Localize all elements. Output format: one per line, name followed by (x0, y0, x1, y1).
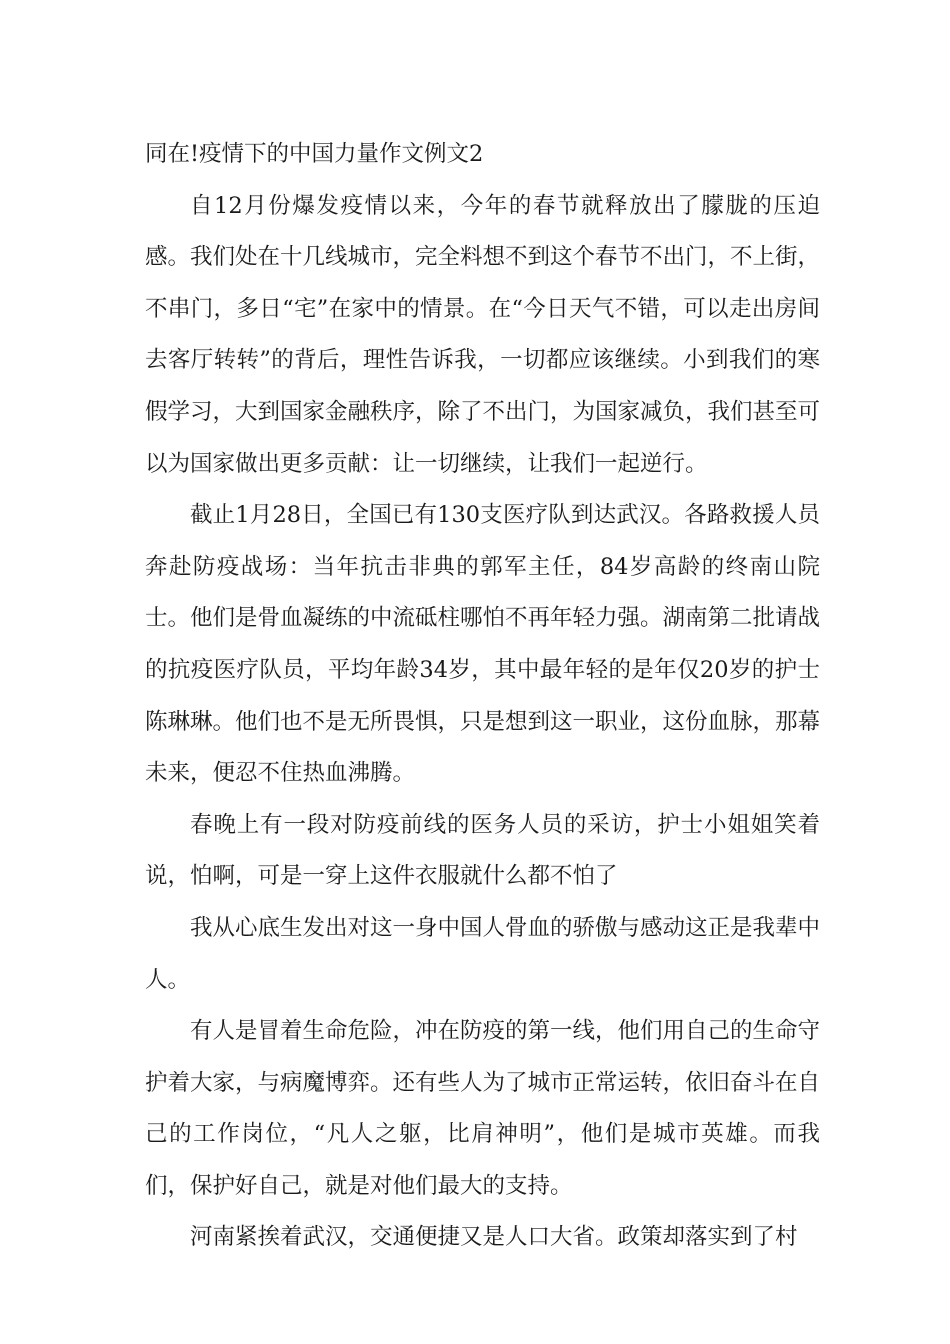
paragraph-1: 自12月份爆发疫情以来，今年的春节就释放出了朦胧的压迫感。我们处在十几线城市，完全料想不到这个春节不出门，不上街，不串门，多日“宅”在家中的情景。在“今日天气不错，可以走出房间去客厅转转”的背后，理性告诉我，一切都应该继续。小到我们的寒假学习，大到国家金融秩序，除了不出门，为国家减负，我们甚至可以为国家做出更多贡献：让一切继续，让我们一起逆行。 (145, 192, 821, 477)
paragraph-4: 我从心底生发出对这一身中国人骨血的骄傲与感动这正是我辈中人。 (145, 914, 821, 993)
paragraph-6: 河南紧挨着武汉，交通便捷又是人口大省。政策却落实到了村 (190, 1224, 798, 1251)
paragraph-2: 截止1月28日，全国已有130支医疗队到达武汉。各路救援人员奔赴防疫战场：当年抗击非典的郭军主任，84岁高龄的终南山院士。他们是骨血凝练的中流砥柱哪怕不再年轻力强。湖南第二批请战的抗疫医疗队员，平均年龄34岁，其中最年轻的是年仅20岁的护士陈琳琳。他们也不是无所畏惧，只是想到这一职业，这份血脉，那幕未来，便忍不住热血沸腾。 (145, 502, 821, 787)
paragraph-5: 有人是冒着生命危险，冲在防疫的第一线，他们用自己的生命守护着大家，与病魔博弈。还有些人为了城市正常运转，依旧奋斗在自己的工作岗位，“凡人之躯，比肩神明”，他们是城市英雄。而我们，保护好自己，就是对他们最大的支持。 (145, 1018, 821, 1199)
document-title: 同在!疫情下的中国力量作文例文2 (145, 141, 484, 167)
paragraph-3: 春晚上有一段对防疫前线的医务人员的采访，护士小姐姐笑着说，怕啊，可是一穿上这件衣服就什么都不怕了 (145, 811, 820, 890)
document-body (145, 129, 820, 1264)
